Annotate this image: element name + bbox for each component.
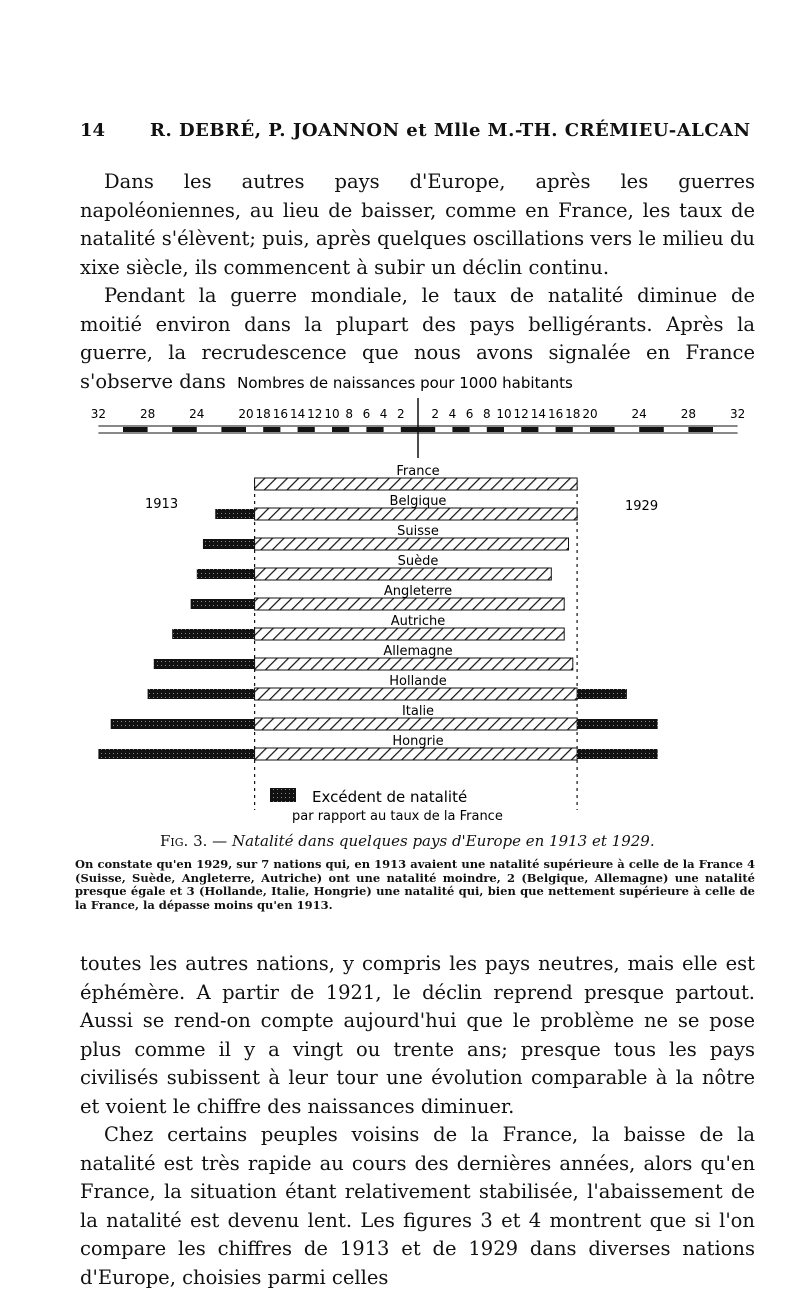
scale-segment: [639, 427, 664, 432]
tick-label: 6: [465, 407, 474, 421]
country-label: Hollande: [389, 674, 447, 689]
tick-label: 10: [324, 407, 340, 421]
scale-segment: [332, 427, 349, 432]
tick-label: 12: [513, 407, 529, 421]
tick-label: 14: [530, 407, 547, 421]
bar-italie-excess-1929: [577, 719, 658, 729]
year-label-1929: 1929: [625, 499, 659, 514]
body-text-bottom: [80, 950, 755, 1292]
tick-label: 14: [289, 407, 306, 421]
tick-label: 32: [90, 407, 107, 421]
bar-angleterre-excess-1913: [191, 599, 255, 609]
paragraph: Pendant la guerre mondiale, le taux de natalité diminue de moitié environ dans la plupart des pays belligérants. Après la guerre, la recrudescence que nous avons signalée en France s'observe dans: [80, 284, 755, 393]
scale-segment: [172, 427, 197, 432]
bar-italie-excess-1913: [111, 719, 255, 729]
bar-hongrie-excess-1929: [577, 749, 658, 759]
bar-autriche-hatched: [255, 628, 565, 640]
page-number: 14: [80, 120, 106, 141]
figure-note: On constate qu'en 1929, sur 7 nations qui, en 1913 avaient une natalité supérieure à celle de la France 4 (Suisse, Suède, Angleterre, Autriche) ont une natalité moindre, 2 (Belgique, Allemagne) une natalité presque égale et 3 (Hollande, Italie, Hongrie) une natalité qui, bien que nettement supérieure à celle de la France, la dépasse moins qu'en 1913.: [75, 857, 755, 912]
year-label-1913: 1913: [145, 497, 179, 512]
tick-label: 16: [547, 407, 564, 421]
tick-label: 24: [189, 407, 205, 421]
bar-allemagne-excess-1913: [154, 659, 255, 669]
natality-chart: [80, 368, 760, 838]
running-head: R. DEBRÉ, P. JOANNON et Mlle M.-TH. CRÉMIEU-ALCAN: [150, 120, 751, 141]
page-header: [80, 120, 760, 150]
tick-label: 8: [482, 407, 491, 421]
bar-suisse-hatched: [255, 538, 569, 550]
bar-hongrie-hatched: [255, 748, 577, 760]
bar-hollande-hatched: [255, 688, 577, 700]
tick-label: 8: [345, 407, 354, 421]
paragraph: toutes les autres nations, y compris les pays neutres, mais elle est éphémère. A partir de 1921, le déclin reprend presque partout. Aussi se rend-on compte aujourd'hui que le problème ne se pose plus comme il y a vingt ou trente ans; presque tous les pays civilisés subissent à leur tour une évolution comparable à la nôtre et voient le chiffre des naissances diminuer.: [80, 952, 755, 1118]
scale-segment: [221, 427, 246, 432]
tick-label: 16: [272, 407, 289, 421]
tick-label: 20: [238, 407, 254, 421]
tick-label: 4: [379, 407, 388, 421]
paragraph: Chez certains peuples voisins de la France, la baisse de la natalité est très rapide au cours des dernières années, alors qu'en France, la situation étant relativement stabilisée, l'abaissement de la natalité est devenu lent. Les figures 3 et 4 montrent que si l'on compare les chiffres de 1913 et de 1929 dans diverses nations d'Europe, choisies parmi celles: [80, 1123, 755, 1289]
tick-label: 4: [448, 407, 457, 421]
bar-hollande-excess-1913: [148, 689, 255, 699]
bar-allemagne-hatched: [255, 658, 573, 670]
scale-segment: [521, 427, 538, 432]
country-label: Allemagne: [383, 644, 453, 659]
legend-label: Excédent de natalité: [312, 788, 468, 806]
country-label: Suisse: [397, 524, 439, 539]
bar-france-hatched: [255, 478, 577, 490]
figure-3: [80, 368, 760, 838]
tick-label: 2: [396, 407, 405, 421]
tick-label: 10: [496, 407, 512, 421]
tick-label: 18: [255, 407, 271, 421]
scale-segment: [401, 427, 418, 432]
figure-caption: [160, 832, 655, 850]
legend-swatch: [270, 788, 296, 802]
tick-label: 18: [565, 407, 581, 421]
axis-title: Nombres de naissances pour 1000 habitants: [237, 374, 573, 392]
bar-suède-excess-1913: [197, 569, 255, 579]
bar-hongrie-excess-1913: [98, 749, 254, 759]
country-label: Suède: [397, 554, 439, 569]
paragraph: Dans les autres pays d'Europe, après les guerres napoléoniennes, au lieu de baisser, comme en France, les taux de natalité s'élèvent; puis, après quelques oscillations vers le milieu du xixe siècle, ils commencent à subir un déclin continu.: [80, 170, 755, 279]
scale-segment: [298, 427, 315, 432]
tick-label: 32: [729, 407, 746, 421]
bar-italie-hatched: [255, 718, 577, 730]
caption-text: — Natalité dans quelques pays d'Europe en 1913 et 1929.: [212, 832, 655, 850]
country-label: Autriche: [390, 614, 446, 629]
tick-label: 24: [631, 407, 647, 421]
scale-segment: [263, 427, 280, 432]
bar-suède-hatched: [255, 568, 552, 580]
scale-segment: [452, 427, 469, 432]
bar-belgique-excess-1913: [215, 509, 254, 519]
scale-segment: [590, 427, 615, 432]
country-label: Belgique: [389, 494, 447, 509]
scale-segment: [487, 427, 504, 432]
figure-label: Fig. 3.: [160, 832, 208, 850]
legend-label: par rapport au taux de la France: [292, 809, 503, 824]
scale-segment: [556, 427, 573, 432]
tick-label: 28: [139, 407, 156, 421]
scale-segment: [688, 427, 713, 432]
bar-suisse-excess-1913: [203, 539, 255, 549]
tick-label: 2: [431, 407, 440, 421]
scale-segment: [366, 427, 383, 432]
scale-segment: [418, 427, 435, 432]
tick-label: 6: [362, 407, 371, 421]
bar-angleterre-hatched: [255, 598, 565, 610]
tick-label: 12: [307, 407, 323, 421]
country-label: Angleterre: [383, 584, 453, 599]
scale-segment: [123, 427, 148, 432]
country-label: Hongrie: [392, 734, 444, 749]
tick-label: 28: [680, 407, 697, 421]
bar-belgique-hatched: [255, 508, 577, 520]
country-label: Italie: [401, 704, 435, 719]
tick-label: 20: [582, 407, 598, 421]
bar-autriche-excess-1913: [172, 629, 254, 639]
country-label: France: [396, 464, 440, 479]
body-text-top: [80, 168, 755, 396]
bar-hollande-excess-1929: [577, 689, 627, 699]
